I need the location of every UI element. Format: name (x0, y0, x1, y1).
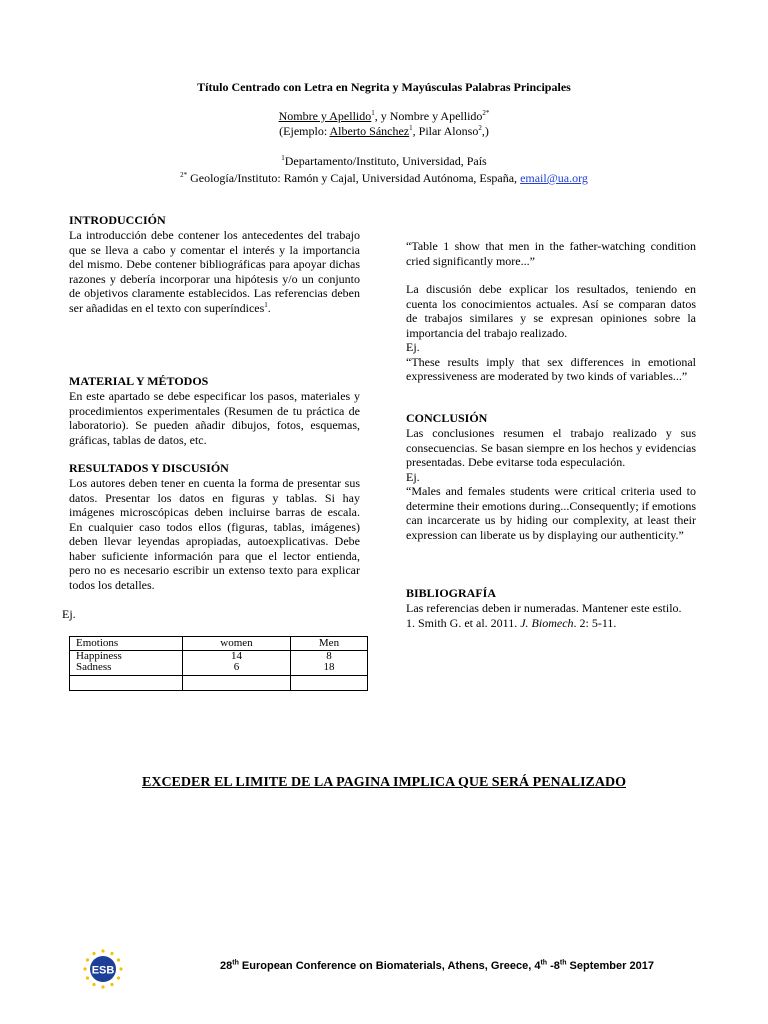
table-row (70, 662, 368, 676)
table-cell (70, 676, 183, 691)
table-header-cell: Men (291, 637, 368, 651)
table-cell (291, 676, 368, 691)
bibliography-heading: BIBLIOGRAFÍA (406, 586, 497, 600)
bibliography-text: Las referencias deben ir numeradas. Mantener este estilo. (406, 601, 682, 615)
example-label-1: Ej. (406, 340, 420, 354)
table-cell: 18 (291, 662, 368, 676)
logo-text: ESB (91, 964, 115, 977)
bibliography-section (406, 586, 696, 630)
reference-authors: 1. Smith G. et al. 2011. (406, 615, 521, 630)
conclusion-heading: CONCLUSIÓN (406, 411, 488, 425)
introduction-section (69, 213, 360, 315)
author-sup-2: 2* (482, 109, 490, 117)
results-section (69, 461, 360, 592)
example-label: Ej. (62, 607, 76, 621)
example-prefix: (Ejemplo: (279, 124, 330, 138)
results-heading: RESULTADOS Y DISCUSIÓN (69, 461, 229, 475)
reference-journal: J. Biomech (520, 615, 574, 630)
introduction-text (69, 228, 360, 315)
table-header-cell: Emotions (70, 637, 183, 651)
example-author-line (0, 124, 768, 139)
quote-1: “Table 1 show that men in the father-watching condition cried significantly more...” (406, 239, 696, 268)
reference-1 (406, 616, 696, 631)
table-cell: 8 (291, 651, 368, 663)
reference-details: . 2: 5-11. (573, 615, 617, 630)
affiliation-1 (0, 153, 768, 170)
email-link[interactable]: email@ua.org (520, 171, 588, 185)
example-suffix: ,) (481, 124, 489, 138)
results-text: Los autores deben tener en cuenta la forma de presentar sus datos. Presentar los datos en figuras y tablas. Si hay imágenes microscópicas deben incluirse barras de escala. En cualquier caso todos ellos (figuras, tablas, imágenes) deben llevar leyendas apropiadas, autoexplicativas. Debe haber suficiente información para que el lector entienda, pero no es necesario escribir un extenso texto para explicar todos los detalles. (69, 476, 360, 592)
author-sup-1: 1 (371, 109, 375, 117)
quote-3: “Males and females students were critical criteria used to determine their emotions during...Consequently; if emotions can incarcerate us by hiding our complexity, at least their expression can liberate us by displaying our authenticity.” (406, 484, 696, 542)
table-cell: 14 (183, 651, 291, 663)
introduction-heading: INTRODUCCIÓN (69, 213, 166, 227)
table-header-cell: women (183, 637, 291, 651)
footer-edition: 28 (220, 960, 233, 972)
author-name-1: Nombre y Apellido (278, 109, 372, 123)
table-cell: Happiness (70, 651, 183, 663)
intro-sup: 1 (264, 300, 268, 309)
table-row (70, 676, 368, 691)
affil-sup-1: 1 (281, 154, 285, 162)
table-cell: Sadness (70, 662, 183, 676)
methods-text: En este apartado se debe especificar los pasos, materiales y procedimientos experimentales (Resumen de tu práctica de laboratorio). Se pueden añadir dibujos, fotos, esquemas, gráficas, tablas de datos, etc. (69, 389, 360, 447)
conclusion-text: Las conclusiones resumen el trabajo realizado y sus consecuencias. Se basan siempre en los hechos y evidencias presentadas. Debe evitarse toda especulación. (406, 426, 696, 469)
methods-section (69, 374, 360, 447)
author-block (0, 109, 768, 139)
table-cell (183, 676, 291, 691)
intro-end: . (267, 300, 271, 315)
quote-2: “These results imply that sex differences in emotional expressiveness are moderated by two kinds of variables...” (406, 354, 696, 383)
discussion-section (406, 239, 696, 384)
affil-text-2: Geología/Instituto: Ramón y Cajal, Universidad Autónoma, España, (187, 171, 521, 185)
footer-date: September 2017 (566, 960, 654, 972)
author-line (0, 109, 768, 124)
example-author-1: Alberto Sánchez (329, 124, 410, 138)
footer-conference: European Conference on Biomaterials, Athens, Greece, 4 (238, 960, 541, 972)
example-sup-1: 1 (409, 124, 413, 132)
example-separator: , Pilar Alonso (412, 124, 479, 138)
affiliations (0, 153, 768, 187)
example-label-2: Ej. (406, 469, 420, 484)
footer-sup-1: th (232, 959, 239, 967)
table-cell: 6 (183, 662, 291, 676)
page-limit-warning: EXCEDER EL LIMITE DE LA PAGINA IMPLICA QUE SERÁ PENALIZADO (142, 775, 626, 790)
esb-logo (82, 948, 124, 990)
affil-text-1: Departamento/Instituto, Universidad, País (284, 154, 487, 168)
conclusion-section (406, 411, 696, 542)
footer-sup-2: th (540, 959, 548, 967)
author-separator: , y Nombre y Apellido (374, 109, 483, 123)
table-header-row (70, 637, 368, 651)
paper-title: Título Centrado con Letra en Negrita y Mayúsculas Palabras Principales (197, 80, 571, 94)
footer-sup-3: th (559, 959, 567, 967)
footer-dash: -8 (547, 960, 560, 972)
example-sup-2: 2 (478, 124, 482, 132)
emotions-table (69, 636, 368, 691)
table-row (70, 651, 368, 663)
intro-body: La introducción debe contener los antecedentes del trabajo que se lleva a cabo y comentar el interés y la importancia del mismo. Debe contener bibliográficas para apoyar dichas razones y debería incorporar una hipótesis y/o un conjunto de objetivos claramente establecidos. Las referencias deben ser añadidas en el texto con superíndices (69, 228, 360, 315)
conference-footer (220, 960, 654, 972)
discussion-text: La discusión debe explicar los resultados, teniendo en cuenta los conocimientos actuales. Así se comparan datos de trabajos similares y se expresan opiniones sobre la importancia del trabajo realizado. (406, 282, 696, 340)
affil-sup-2: 2* (180, 171, 188, 179)
affiliation-2 (0, 170, 768, 187)
methods-heading: MATERIAL Y MÉTODOS (69, 374, 209, 388)
